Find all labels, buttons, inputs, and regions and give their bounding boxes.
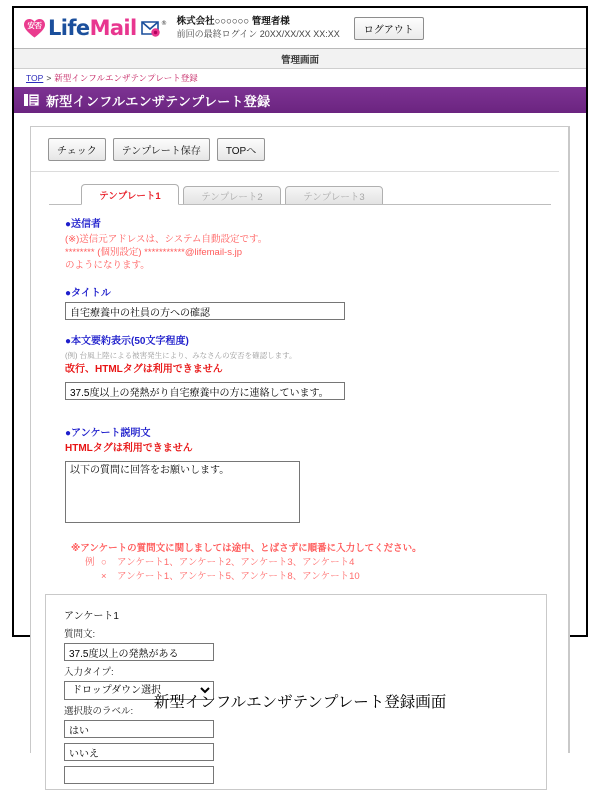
lifemail-wordmark [48,15,137,40]
breadcrumb-current: 新型インフルエンザテンプレート登録 [54,73,198,83]
notice-examples [71,556,569,584]
template-form [31,206,569,584]
tab-template-3-label: テンプレート3 [303,191,365,203]
page-title-bar [14,87,586,113]
notice-example-label: 例 [85,557,95,568]
content-panel [30,126,570,753]
action-toolbar [31,138,559,172]
app-header [14,8,586,49]
notice-ng-row [85,570,569,584]
page-content [14,126,586,753]
survey-choice-input-3[interactable] [64,766,214,784]
panel-right-edge [568,127,569,753]
admin-mode-bar [14,49,586,69]
title-heading: ●タイトル [65,288,111,299]
notice-ng-mark: × [101,571,107,582]
lifemail-logo[interactable] [24,15,167,40]
save-template-button[interactable]: テンプレート保存 [113,138,210,161]
account-info [177,16,340,40]
template-tabs [31,184,569,205]
anpi-badge-text: 安否 [27,20,42,30]
sender-heading: ●送信者 [65,219,102,230]
description-heading: ●アンケート説明文 [65,428,151,439]
document-list-icon [24,93,39,107]
description-warning: HTMLタグは利用できません [65,443,193,454]
breadcrumb-top-link[interactable]: TOP [26,73,44,83]
admin-mode-label: 管理画面 [280,54,319,66]
description-textarea[interactable] [65,461,300,523]
tab-template-3[interactable] [285,186,383,205]
svg-text:®: ® [160,20,167,27]
notice-ok-mark: ○ [101,557,107,568]
go-top-button[interactable]: TOPへ [217,138,265,161]
check-button[interactable]: チェック [48,138,106,161]
figure-caption: 新型インフルエンザテンプレート登録画面 [153,693,447,711]
survey-question-label: 質問文: [64,629,96,640]
wordmark-mail: Mail [89,15,137,40]
survey-choice-label: 選択肢のラベル: [64,706,134,717]
survey-choice-input-1[interactable] [64,720,214,738]
summary-input[interactable] [65,382,345,400]
tab-template-2-label: テンプレート2 [201,191,263,203]
tab-template-2[interactable] [183,186,281,205]
summary-example: (例) 台風上陸による被害発生により、みなさんの安否を確認します。 [65,351,297,360]
envelope-icon [141,18,167,38]
tab-template-1-label: テンプレート1 [99,190,161,202]
last-login-text: 前回の最終ログイン 20XX/XX/XX XX:XX [176,29,340,39]
anpi-heart-icon [24,19,45,38]
tab-template-1[interactable] [81,184,179,205]
account-name: 株式会社○○○○○○ 管理者様 [176,16,290,27]
survey-question-input[interactable] [64,643,214,661]
survey-question-title: アンケート1 [64,611,119,622]
sender-note-3: のようになります。 [65,260,150,271]
logout-button[interactable]: ログアウト [354,17,424,40]
summary-warning: 改行、HTMLタグは利用できません [65,364,223,375]
sender-note-2: ******** (個別設定) ***********@lifemail-s.jp [65,247,243,258]
notice-line-1: ※アンケートの質問文に関しましては途中、とばさずに順番に入力してください。 [71,543,422,554]
survey-input-type-label: 入力タイプ: [64,667,114,678]
page-title: 新型インフルエンザテンプレート登録 [46,93,271,109]
title-input[interactable] [65,302,345,320]
notice-ok-text: アンケート1、アンケート2、アンケート3、アンケート4 [117,557,355,568]
breadcrumb-separator: > [46,73,52,83]
notice-ng-text: アンケート1、アンケート5、アンケート8、アンケート10 [117,571,360,582]
wordmark-life: Life [48,15,90,40]
survey-input-notice [71,542,569,584]
notice-ok-row [85,556,569,570]
survey-choice-input-2[interactable] [64,743,214,761]
summary-heading: ●本文要約表示(50文字程度) [65,336,189,347]
sender-note-1: (※)送信元アドレスは、システム自動設定です。 [65,234,268,245]
breadcrumb [14,69,586,87]
